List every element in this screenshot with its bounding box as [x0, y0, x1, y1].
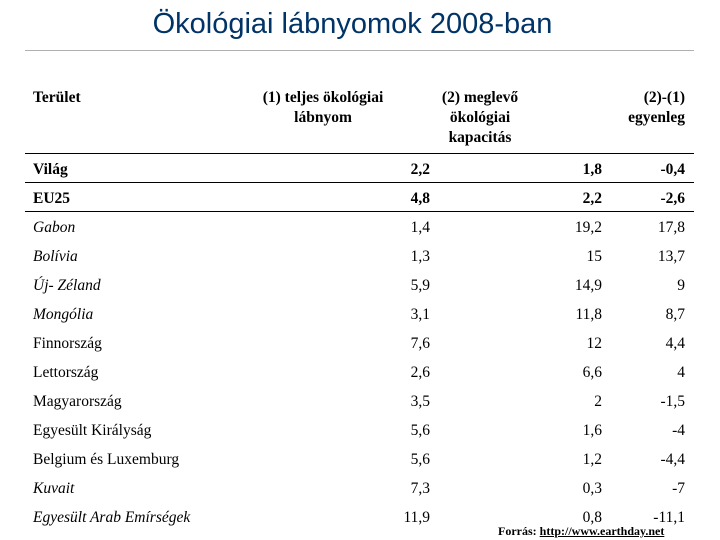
row-labnyom: 3,5 — [410, 393, 430, 410]
row-name: Egyesült Királyság — [33, 422, 152, 439]
row-kapacitas: 0,8 — [582, 509, 602, 526]
row-egyenleg: -2,6 — [660, 190, 685, 207]
header-meglevo-kapacitas-line1: (2) meglevő — [441, 89, 519, 106]
row-name: Gabon — [33, 219, 76, 236]
row-labnyom: 5,6 — [410, 451, 430, 468]
row-name: Új- Zéland — [33, 277, 101, 294]
page-title: Ökológiai lábnyomok 2008-ban — [152, 8, 553, 40]
header-egyenleg — [585, 88, 685, 128]
row-labnyom: 3,1 — [410, 306, 430, 323]
source-note — [498, 524, 664, 538]
table-row — [25, 329, 694, 358]
header-meglevo-kapacitas — [420, 88, 540, 148]
row-kapacitas: 12 — [586, 335, 602, 352]
row-kapacitas: 2 — [594, 393, 602, 410]
row-kapacitas: 11,8 — [575, 306, 602, 323]
table-row — [25, 416, 694, 445]
table-row — [25, 155, 694, 184]
row-labnyom: 5,6 — [410, 422, 430, 439]
row-name: Bolívia — [33, 248, 78, 265]
header-egyenleg-line1: (2)-(1) — [643, 89, 685, 106]
row-labnyom: 1,4 — [410, 219, 430, 236]
row-kapacitas: 2,2 — [582, 190, 602, 207]
row-kapacitas: 19,2 — [574, 219, 602, 236]
row-labnyom: 7,6 — [410, 335, 430, 352]
header-teljes-labnyom-line2: lábnyom — [294, 109, 352, 126]
row-kapacitas: 0,3 — [582, 480, 602, 497]
table-row — [25, 445, 694, 474]
row-name: Magyarország — [33, 393, 122, 410]
row-labnyom: 2,2 — [410, 161, 430, 178]
row-kapacitas: 1,2 — [582, 451, 602, 468]
row-name: Lettország — [33, 364, 99, 381]
row-name: Világ — [33, 161, 68, 178]
row-labnyom: 1,3 — [410, 248, 430, 265]
row-kapacitas: 6,6 — [582, 364, 602, 381]
table-row — [25, 271, 694, 300]
table-row — [25, 213, 694, 242]
table-row — [25, 387, 694, 416]
row-egyenleg: -4 — [672, 422, 685, 439]
row-labnyom: 5,9 — [410, 277, 430, 294]
row-egyenleg: -11,1 — [653, 509, 685, 526]
row-kapacitas: 15 — [586, 248, 602, 265]
table-top-rule — [25, 153, 694, 154]
source-label: Forrás: — [498, 524, 537, 538]
header-meglevo-kapacitas-line3: kapacitás — [448, 129, 512, 146]
row-labnyom: 2,6 — [410, 364, 430, 381]
row-labnyom: 11,9 — [403, 509, 430, 526]
header-terulet-label: Terület — [33, 89, 81, 106]
row-egyenleg: 4 — [677, 364, 685, 381]
row-egyenleg: 9 — [677, 277, 685, 294]
row-egyenleg: -0,4 — [660, 161, 685, 178]
table-row — [25, 242, 694, 271]
row-kapacitas: 1,8 — [582, 161, 602, 178]
table-row — [25, 184, 694, 213]
row-name: Mongólia — [33, 306, 94, 323]
header-terulet — [33, 88, 81, 108]
row-egyenleg: 4,4 — [665, 335, 685, 352]
header-teljes-labnyom-line1: (1) teljes ökológiai — [262, 89, 384, 106]
row-egyenleg: -7 — [672, 480, 685, 497]
row-name: Egyesült Arab Emírségek — [33, 509, 191, 526]
row-egyenleg: 13,7 — [657, 248, 685, 265]
source-link[interactable]: http://www.earthday.net — [539, 524, 665, 538]
row-kapacitas: 14,9 — [574, 277, 602, 294]
table-row — [25, 474, 694, 503]
table-row — [25, 300, 694, 329]
header-egyenleg-line2: egyenleg — [628, 109, 685, 126]
row-egyenleg: -1,5 — [660, 393, 685, 410]
row-kapacitas: 1,6 — [582, 422, 602, 439]
row-egyenleg: -4,4 — [660, 451, 685, 468]
row-name: EU25 — [33, 190, 71, 207]
row-labnyom: 4,8 — [410, 190, 430, 207]
row-name: Belgium és Luxemburg — [33, 451, 180, 468]
row-egyenleg: 17,8 — [657, 219, 685, 236]
table-row — [25, 358, 694, 387]
row-name: Kuvait — [33, 480, 75, 497]
row-labnyom: 7,3 — [410, 480, 430, 497]
row-name: Finnország — [33, 335, 102, 352]
header-meglevo-kapacitas-line2: ökológiai — [449, 109, 511, 126]
header-teljes-labnyom — [248, 88, 398, 128]
row-egyenleg: 8,7 — [665, 306, 685, 323]
title-divider — [25, 50, 694, 51]
